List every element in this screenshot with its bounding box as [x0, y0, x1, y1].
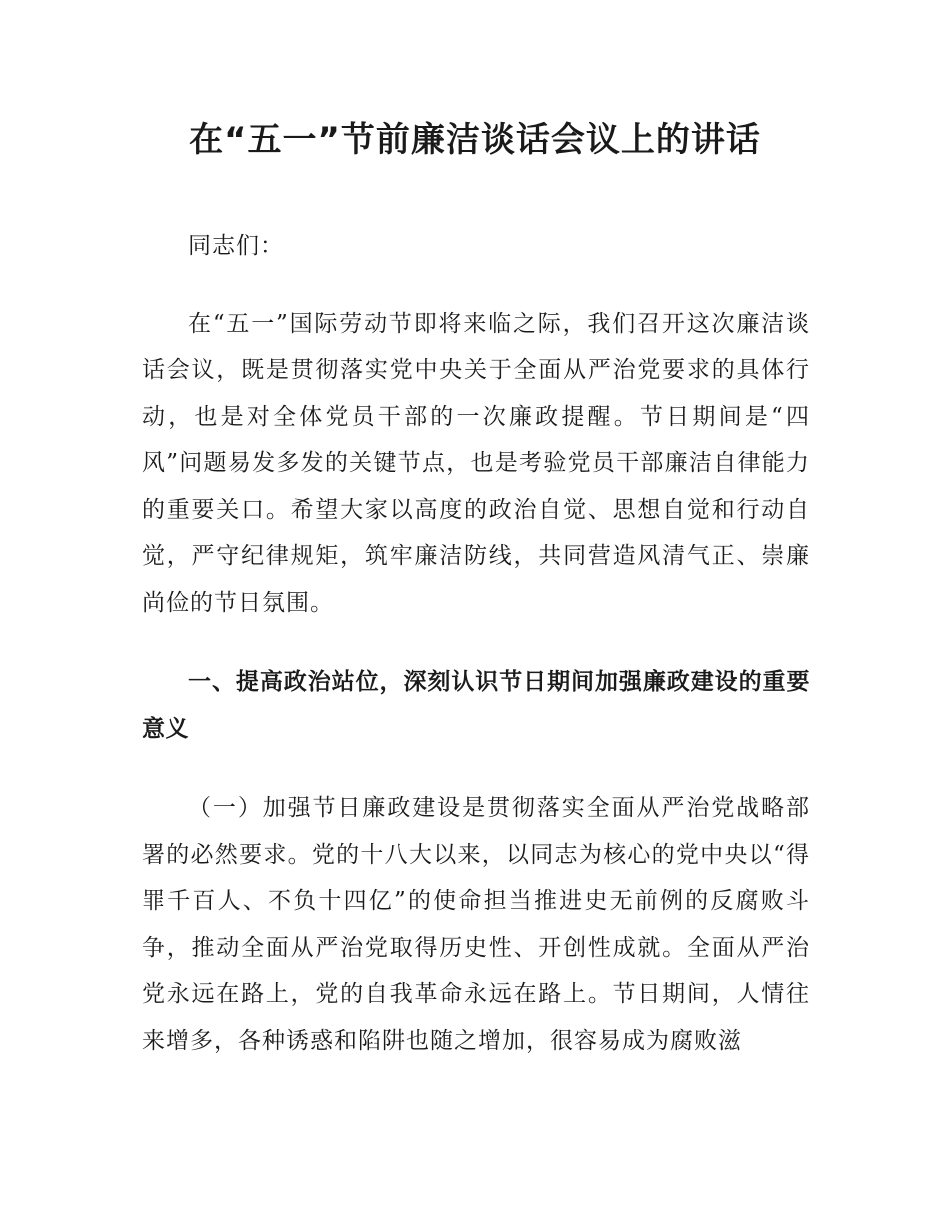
section-paragraph: （一）加强节日廉政建设是贯彻落实全面从严治党战略部署的必然要求。党的十八大以来，以同志为核心的党中央以“得罪千百人、不负十四亿”的使命担当推进史无前例的反腐败斗争，推动全面从严治党取得历史性、开创性成就。全面从严治党永远在路上，党的自我革命永远在路上。节日期间，人情往来增多，各种诱惑和陷阱也随之增加，很容易成为腐败滋: [142, 795, 810, 1054]
salutation: 同志们：: [188, 233, 284, 259]
intro-paragraph: 在“五一”国际劳动节即将来临之际，我们召开这次廉洁谈话会议，既是贯彻落实党中央关于全面从严治党要求的具体行动，也是对全体党员干部的一次廉政提醒。节日期间是“四风”问题易发多发的关键节点，也是考验党员干部廉洁自律能力的重要关口。希望大家以高度的政治自觉、思想自觉和行动自觉，严守纪律规矩，筑牢廉洁防线，共同营造风清气正、崇廉尚俭的节日氛围。: [142, 310, 810, 616]
section-heading: 一、提高政治站位，深刻认识节日期间加强廉政建设的重要意义: [142, 669, 810, 742]
document-title: 在“五一”节前廉洁谈话会议上的讲话: [189, 120, 761, 160]
document-body: [142, 223, 810, 1064]
